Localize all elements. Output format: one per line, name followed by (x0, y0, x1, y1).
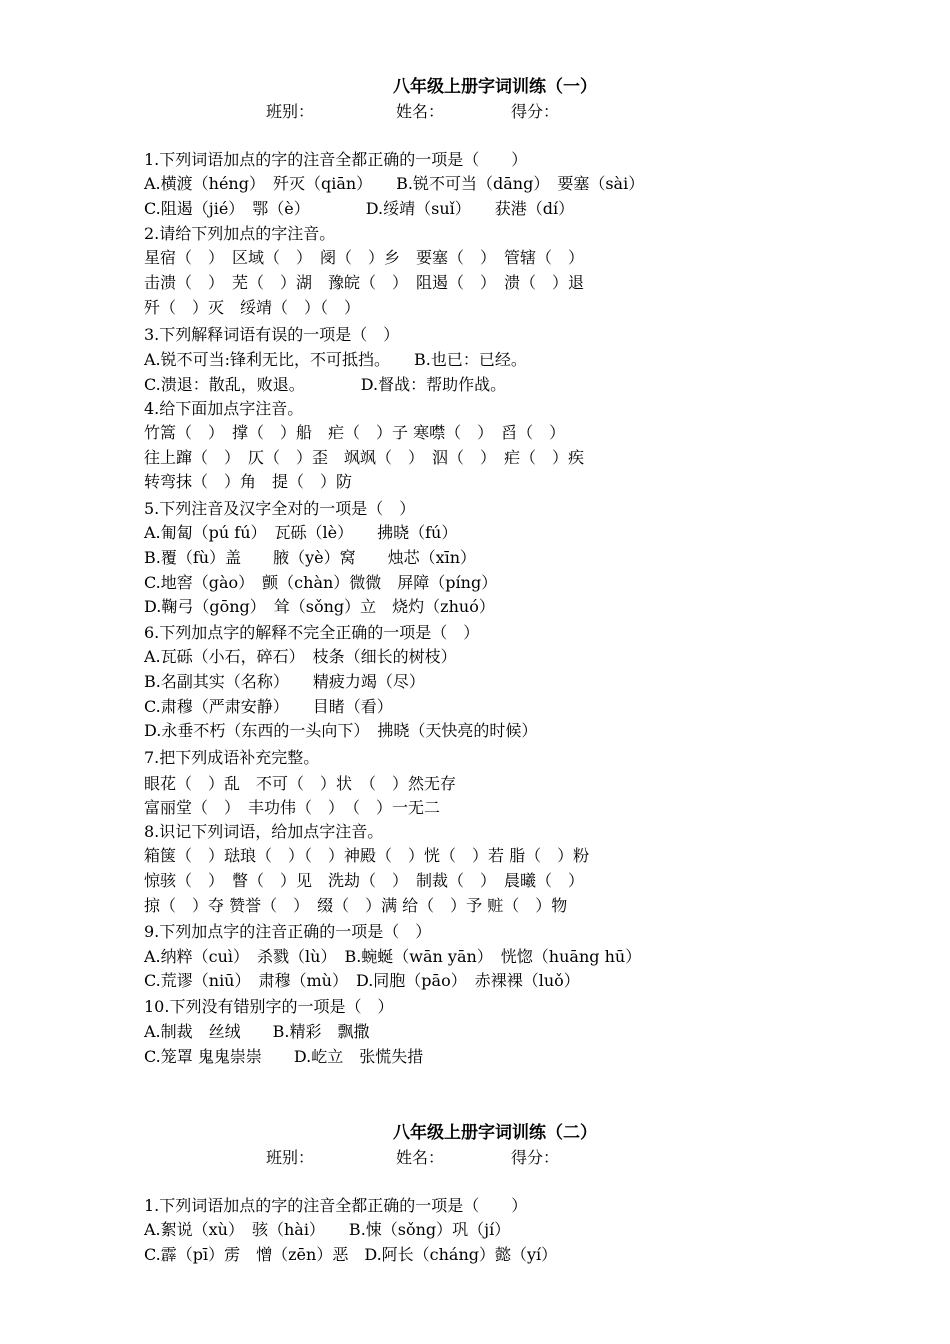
question-line: 击溃（ ） 芜（ ）湖 豫皖（ ） 阻遏（ ） 溃（ ）退 (144, 273, 585, 292)
question-line: 1.下列词语加点的字的注音全都正确的一项是（ ） (144, 1196, 528, 1215)
question-line: C.笼罩 鬼鬼崇崇 D.屹立 张慌失措 (144, 1047, 424, 1066)
question-line: 7.把下列成语补充完整。 (144, 748, 320, 767)
question-line: B.名副其实（名称） 精疲力竭（尽） (144, 672, 425, 691)
question-line: 1.下列词语加点的字的注音全都正确的一项是（ ） (144, 150, 528, 169)
question-line: B.覆（fù）盖 腋（yè）窝 烛芯（xīn） (144, 548, 477, 567)
question-line: 10.下列没有错别字的一项是（ ） (144, 997, 394, 1016)
question-line: C.霹（pī）雳 憎（zēn）恶 D.阿长（cháng）懿（yí） (144, 1245, 558, 1264)
section2-title: 八年级上册字词训练（二） (393, 1123, 597, 1143)
question-line: C.肃穆（严肃安静） 目睹（看） (144, 697, 393, 716)
question-line: 歼（ ）灭 绥靖（ ）（ ） (144, 298, 361, 317)
question-line: D.鞠弓（gōng） 耸（sǒng）立 烧灼（zhuó） (144, 597, 495, 616)
question-line: 竹篙（ ） 撑（ ）船 疟（ ）子 寒噤（ ） 舀（ ） (144, 423, 566, 442)
question-line: D.永垂不朽（东西的一头向下） 拂晓（天快亮的时候） (144, 721, 538, 740)
question-line: A.横渡（héng） 歼灭（qiān） B.锐不可当（dāng） 要塞（sài） (144, 174, 645, 193)
name-label: 姓名： (396, 102, 445, 121)
score-label: 得分： (511, 102, 560, 121)
class-label: 班别： (266, 1148, 315, 1167)
question-line: A.絮说（xù） 骇（hài） B.悚（sǒng）巩（jí） (144, 1220, 511, 1239)
class-label: 班别： (266, 102, 315, 121)
question-line: 转弯抹（ ）角 提（ ）防 (144, 472, 353, 491)
question-line: 4.给下面加点字注音。 (144, 399, 304, 418)
score-label: 得分： (511, 1148, 560, 1167)
question-line: 5.下列注音及汉字全对的一项是（ ） (144, 499, 416, 518)
section1-title: 八年级上册字词训练（一） (393, 77, 597, 97)
question-line: 箱箧（ ）琺琅（ ）（ ）神殿（ ）恍（ ）若 脂（ ）粉 (144, 846, 590, 865)
question-line: A.瓦砾（小石，碎石） 枝条（细长的树枝） (144, 647, 457, 666)
question-line: 9.下列加点字的注音正确的一项是（ ） (144, 922, 432, 941)
question-line: 掠（ ）夺 赞誉（ ） 缀（ ）满 给（ ）予 赃（ ）物 (144, 896, 568, 915)
question-line: C.地窖（gào） 颤（chàn）微微 屏障（píng） (144, 573, 498, 592)
name-label: 姓名： (396, 1148, 445, 1167)
question-line: 富丽堂（ ） 丰功伟（ ） （ ）一无二 (144, 798, 441, 817)
question-line: 往上蹿（ ） 仄（ ）歪 飒飒（ ） 泅（ ） 疟（ ）疾 (144, 448, 585, 467)
question-line: 惊骇（ ） 瞥（ ）见 洗劫（ ） 制裁（ ） 晨曦（ ） (144, 871, 585, 890)
question-line: C.溃退：散乱，败退。 D.督战：帮助作战。 (144, 375, 507, 394)
question-line: C.阻遏（jié） 鄂（è） D.绥靖（suǐ） 获港（dí） (144, 199, 575, 218)
question-line: A.纳粹（cuì） 杀戮（lù） B.蜿蜒（wān yān） 恍惚（huāng hū） (144, 947, 642, 966)
question-line: A.锐不可当:锋利无比，不可抵挡。 B.也已：已经。 (144, 350, 527, 369)
question-line: C.荒谬（niū） 肃穆（mù） D.同胞（pāo） 赤裸裸（luǒ） (144, 971, 580, 990)
question-line: 眼花（ ）乱 不可（ ）状 （ ）然无存 (144, 774, 457, 793)
question-line: 8.识记下列词语，给加点字注音。 (144, 822, 384, 841)
question-line: 3.下列解释词语有误的一项是（ ） (144, 325, 400, 344)
question-line: 6.下列加点字的解释不完全正确的一项是（ ） (144, 623, 480, 642)
question-line: A.制裁 丝绒 B.精彩 飘撒 (144, 1022, 370, 1041)
question-line: 2.请给下列加点的字注音。 (144, 224, 336, 243)
question-line: A.匍匐（pú fú） 瓦砾（lè） 拂晓（fú） (144, 523, 458, 542)
question-line: 星宿（ ） 区域（ ） 阌（ ）乡 要塞（ ） 管辖（ ） (144, 248, 585, 267)
